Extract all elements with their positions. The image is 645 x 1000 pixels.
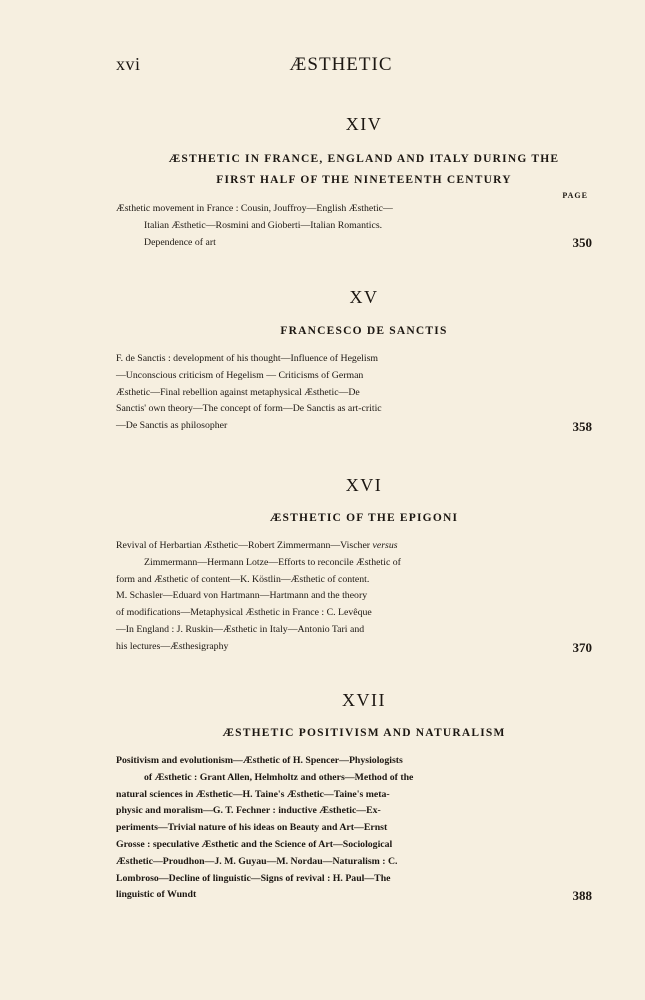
summary-line: Sanctis' own theory—The concept of form—De Sanctis as art-critic bbox=[116, 403, 382, 415]
summary-line: Æsthetic movement in France : Cousin, Jouffroy—English Æsthetic— bbox=[116, 203, 393, 214]
chapter-number: XV bbox=[349, 287, 379, 307]
chapter-summary bbox=[116, 351, 592, 435]
chapter-number: XIV bbox=[345, 114, 383, 134]
summary-line: Æsthetic—Proudhon—J. M. Guyau—M. Nordau—Naturalism : C. bbox=[116, 855, 398, 867]
summary-line: F. de Sanctis : development of his thought—Influence of Hegelism bbox=[116, 353, 379, 364]
summary-line: Dependence of art bbox=[144, 236, 216, 248]
page-folio: xvi bbox=[116, 54, 141, 74]
chapter-title-line: FIRST HALF OF THE NINETEENTH CENTURY bbox=[216, 174, 512, 186]
summary-line: —In England : J. Ruskin—Æsthetic in Italy—Antonio Tari and bbox=[116, 623, 365, 635]
summary-line: form and Æsthetic of content—K. Köstlin—Æsthetic of content. bbox=[116, 573, 370, 585]
chapter-number: XVII bbox=[342, 690, 386, 710]
chapter-summary bbox=[116, 538, 592, 656]
chapter-title-line: FRANCESCO DE SANCTIS bbox=[280, 325, 448, 337]
page-number: 350 bbox=[572, 235, 592, 251]
chapter-xvi bbox=[116, 475, 592, 656]
page-number: 388 bbox=[572, 888, 592, 904]
running-head bbox=[116, 54, 566, 78]
chapter-title-line: ÆSTHETIC POSITIVISM AND NATURALISM bbox=[222, 727, 506, 739]
summary-line: Revival of Herbartian Æsthetic—Robert Zimmermann—Vischer versus bbox=[116, 540, 398, 551]
chapter-xiv bbox=[116, 114, 592, 251]
chapter-summary bbox=[116, 201, 592, 251]
chapter-title-line: ÆSTHETIC OF THE EPIGONI bbox=[269, 512, 459, 524]
chapter-title-line: ÆSTHETIC IN FRANCE, ENGLAND AND ITALY DURING THE bbox=[168, 153, 560, 165]
summary-line: his lectures—Æsthesigraphy bbox=[116, 640, 229, 652]
summary-line: Positivism and evolutionism—Æsthetic of H. Spencer—Physiologists bbox=[116, 755, 403, 766]
summary-line: periments—Trivial nature of his ideas on Beauty and Art—Ernst bbox=[116, 822, 388, 834]
summary-line: linguistic of Wundt bbox=[116, 889, 197, 901]
chapter-number: XVI bbox=[345, 475, 383, 495]
summary-line: —De Sanctis as philosopher bbox=[116, 420, 228, 432]
chapter-summary bbox=[116, 753, 592, 904]
summary-line: natural sciences in Æsthetic—H. Taine's Æsthetic—Taine's meta- bbox=[116, 788, 390, 800]
page-column-label: PAGE bbox=[562, 191, 588, 200]
summary-line: of Æsthetic : Grant Allen, Helmholtz and others—Method of the bbox=[144, 771, 414, 783]
summary-line: Zimmermann—Hermann Lotze—Efforts to reconcile Æsthetic of bbox=[144, 556, 401, 568]
summary-line: of modifications—Metaphysical Æsthetic in France : C. Levêque bbox=[116, 607, 372, 619]
summary-line: M. Schasler—Eduard von Hartmann—Hartmann and the theory bbox=[116, 590, 368, 602]
page-number: 370 bbox=[572, 639, 592, 655]
chapter-xvii bbox=[116, 690, 592, 904]
summary-line: Æsthetic—Final rebellion against metaphysical Æsthetic—De bbox=[116, 386, 360, 398]
chapter-xv bbox=[116, 287, 592, 435]
summary-line: —Unconscious criticism of Hegelism — Criticisms of German bbox=[116, 369, 364, 381]
summary-line: physic and moralism—G. T. Fechner : inductive Æsthetic—Ex- bbox=[116, 805, 381, 817]
summary-line: Lombroso—Decline of linguistic—Signs of revival : H. Paul—The bbox=[116, 872, 391, 884]
page-number: 358 bbox=[572, 418, 592, 434]
summary-line: Italian Æsthetic—Rosmini and Gioberti—Italian Romantics. bbox=[144, 219, 383, 231]
summary-line: Grosse : speculative Æsthetic and the Science of Art—Sociological bbox=[116, 838, 393, 850]
running-title: ÆSTHETIC bbox=[289, 54, 393, 75]
